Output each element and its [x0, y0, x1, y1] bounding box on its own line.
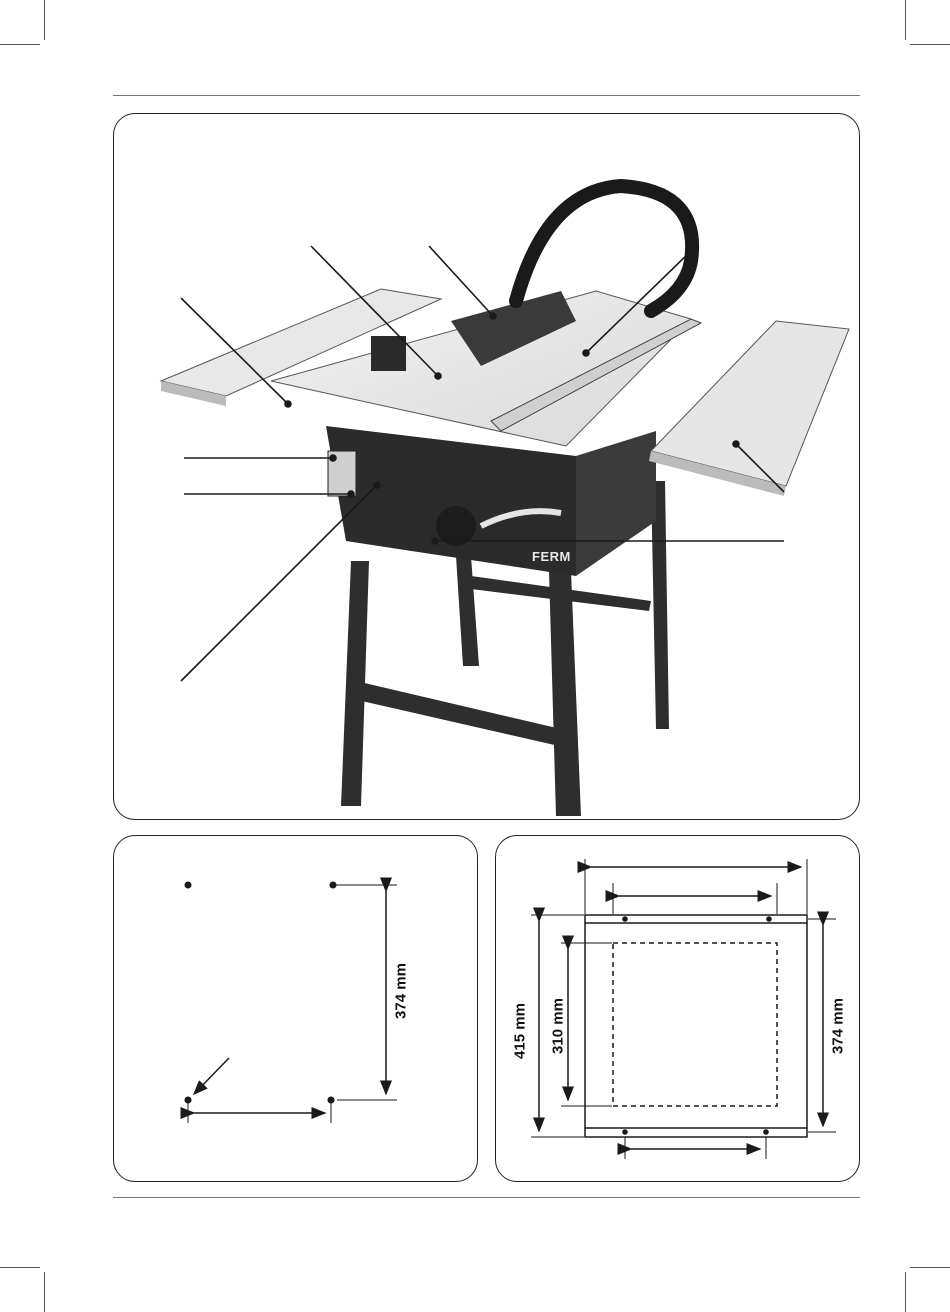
- crop-mark-top-right-h: [910, 44, 950, 45]
- crop-mark-bottom-left-h: [0, 1267, 40, 1268]
- saw-body-side: [576, 431, 656, 576]
- crop-mark-top-left-v: [44, 0, 45, 40]
- dimension-415mm: 415 mm: [511, 1003, 529, 1059]
- crop-mark-top-right-v: [905, 0, 906, 40]
- height-wheel: [436, 506, 476, 546]
- crop-mark-bottom-right-h: [910, 1267, 950, 1268]
- crop-mark-top-left-h: [0, 44, 40, 45]
- mounting-holes-diagram: [114, 836, 478, 1182]
- figure-mounting-holes: [113, 835, 478, 1182]
- extraction-hose: [516, 186, 692, 311]
- crop-mark-bottom-left-v: [44, 1272, 45, 1312]
- switch-box: [328, 451, 356, 496]
- table-saw-illustration: [114, 114, 860, 820]
- figure-table-saw: [113, 113, 860, 820]
- brand-label: FERM: [532, 549, 571, 564]
- footer-rule: [113, 1197, 860, 1198]
- dimension-374mm-right: 374 mm: [829, 998, 847, 1054]
- crop-mark-bottom-right-v: [905, 1272, 906, 1312]
- mitre-gauge: [371, 336, 406, 371]
- dimension-310mm: 310 mm: [549, 998, 567, 1054]
- header-rule: [113, 95, 860, 96]
- dimension-374mm: 374 mm: [392, 963, 410, 1019]
- figure-base-dimensions: [495, 835, 860, 1182]
